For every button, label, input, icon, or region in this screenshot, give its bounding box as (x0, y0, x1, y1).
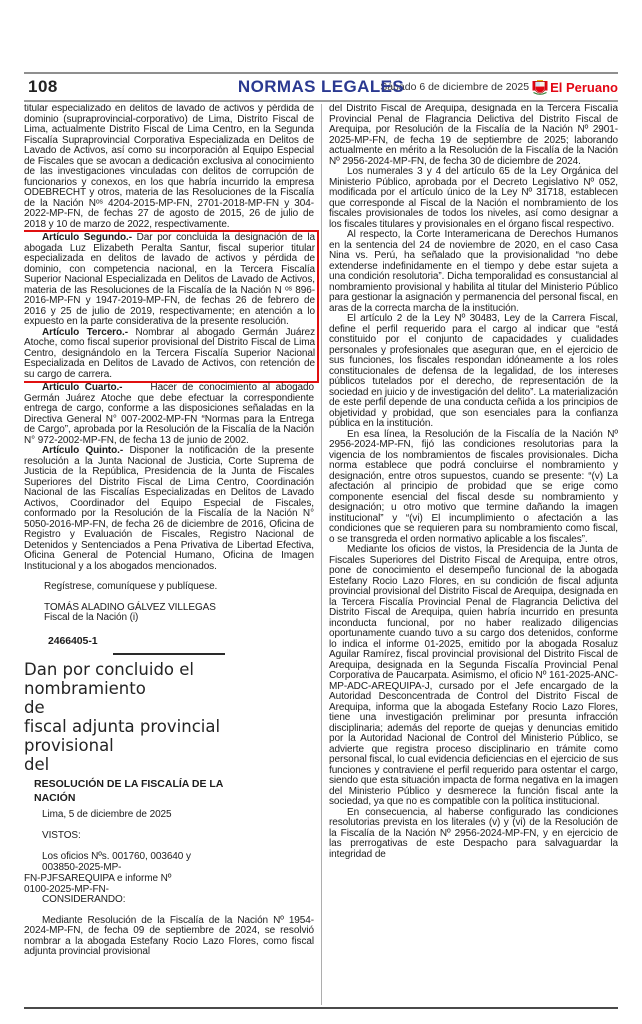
paragraph-intro-continuation: titular especializado en delitos de lavado de activos y pérdida de dominio (supraprovincial-corporativo) de Lima, Distrito Fiscal de Lima, actualmente Distrito Fiscal de Lima Centro, en la Segunda Fiscalía Supraprovincial Corporativa Especializada en Delitos de Lavado de Activos, así como su incorporación al Equipo Especial de Fiscales que se avocan a dedicación exclusiva al conocimiento de las investigaciones vinculadas con delitos de corrupción de funcionarios y conexos, en los que habría incurrido la empresa ODEBRECHT y otros, materia de las Resoluciones de la Fiscalía de la Nación Nᵒˢ 4204-2015-MP-FN, 2701-2018-MP-FN y 304-2022-MP-FN, de fechas 27 de agosto de 2015, 26 de julio de 2018 y 10 de marzo de 2022, respectivamente. (24, 104, 314, 230)
heading-line: de (24, 698, 45, 717)
article-quinto-label: Artículo Quinto.- (42, 445, 124, 456)
oficios-line: 003850-2025-MP- (42, 862, 122, 873)
page-header (24, 72, 618, 102)
section-title: NORMAS LEGALES (237, 77, 405, 96)
vistos-label: VISTOS: (42, 829, 81, 841)
highlight-annotation-box (24, 230, 319, 383)
paragraph-mediante: Mediante Resolución de la Fiscalía de la Nación Nº 1954-2024-MP-FN, de fecha 09 de septiembre de 2024, se resolvió nombrar a la abogada Estefany Rocio Lazo Flores, como fiscal adjunta provincial provisional (24, 914, 314, 957)
article-quinto-text: Disponer la notificación de la presente resolución a la Junta Nacional de Justicia, Corte Suprema de Justicia de la República, Presidencia de la Junta de Fiscales Superiores del Distrito Fiscal de Lima Centro, Coordinación Nacional de las Fiscalías Especializadas en Delitos de Lavado Activos, Coordinador del Equipo Especial de Fiscales, conformado por la Resolución de la Fiscalía de la Nación N° 5050-2016-MP-FN, de fecha 26 de diciembre de 2016, Oficina de Registro y Evaluación de Fiscales, Registro Nacional de Detenidos y Sentenciados a Pena Privativa de Libertad Efectiva, Oficina General de Potencial Humano, Oficina de Imagen Institucional y a los abogados mencionados. (24, 445, 314, 572)
next-section-heading (24, 660, 314, 774)
signature-title: Fiscal de la Nación (i) (44, 612, 139, 623)
page-number: 108 (28, 77, 58, 96)
resolution-heading: RESOLUCIÓN DE LA FISCALÍA DE LA NACIÓN (34, 778, 223, 804)
article-segundo (24, 233, 315, 328)
article-segundo-label: Artículo Segundo.- (42, 232, 132, 243)
article-tercero-text: Nombrar al abogado Germán Juárez Atoche, como fiscal superior provisional del Distrito Fiscal de Lima Centro, designándolo en la Tercera Fiscalía Superior Nacional Especializada en Delitos de Lavado de Activos, con retención de su cargo de carrera. (24, 326, 316, 380)
peru-coat-of-arms-icon (532, 80, 548, 95)
section-divider (113, 653, 225, 655)
publication-number: 2466405-1 (48, 634, 98, 647)
paragraph: En consecuencia, al haberse configurado las condiciones resolutorias prevista en los literales (v) y (vi) de la Resolución de la Fiscalía de la Nación Nº 2956-2024-MP-FN, y en ejercicio de las prerrogativas de este Despacho para salvaguardar la integridad de (329, 806, 618, 860)
brand-title: El Peruano (550, 79, 618, 95)
article-cuarto (24, 383, 314, 446)
heading-line: Dan por concluido el nombramiento (24, 660, 194, 698)
considerando-label: CONSIDERANDO: (42, 894, 126, 905)
paragraph: Los numerales 3 y 4 del artículo 65 de la Ley Orgánica del Ministerio Público, aprobada por el Decreto Legislativo Nº 052, modificada por el artículo único de la Ley Nº 31718, establecen que corresponde al Fiscal de la Nación el nombramiento de los fiscales provisionales de todos los niveles, así como designar a los fiscales titulares y provisionales en el órgano fiscal respectivo. (329, 166, 618, 230)
page-bottom-rule (24, 1007, 618, 1009)
page-content (24, 104, 618, 1005)
paragraph: del Distrito Fiscal de Arequipa, designada en la Tercera Fiscalía Provincial Penal de Flagrancia Delictiva del Distrito Fiscal de Arequipa, por Resolución de la Fiscalía de la Nación Nº 2901-2025-MP-FN, de fecha 19 de septiembre de 2025; laborando actualmente en mérito a la Resolución de la Fiscalía de la Nación Nº 2956-2024-MP-FN, de fecha 30 de diciembre de 2024. (329, 104, 618, 167)
oficios-line: 0100-2025-MP-FN- (24, 884, 109, 895)
left-column (24, 104, 321, 1005)
oficios-line: Los oficios Nºs. 001760, 003640 y (42, 851, 191, 862)
closing-formula: Regístrese, comuníquese y publíquese. (44, 581, 218, 592)
article-cuarto-label: Artículo Cuarto.- (42, 382, 123, 393)
heading-line: del (24, 755, 50, 774)
paragraph: Mediante los oficios de vistos, la Presidencia de la Junta de Fiscales Superiores del Distrito Fiscal de Arequipa, entre otros, pone de conocimiento el desempeño funcional de la abogada Estefany Rocio Lazo Flores, en su condición de fiscal adjunta provincial provisional del Distrito Fiscal de Arequipa, designada en la Tercera Fiscalía Provincial Penal de Flagrancia Delictiva del Distrito Fiscal de Arequipa, quien habría incurrido en presunta inconducta funcional, por no haber realizado diligencias oportunamente cuando tuvo a su cargo dos detenidos, conforme lo indica el informe 01-2025, emitido por la abogada Rosaluz Aguilar Ramírez, fiscal provincial provisional del Distrito Fiscal de Arequipa, designada en la Segunda Fiscalía Provincial Penal Corporativa de Paucarpata. Asimismo, el oficio Nº 161-2025-ANC-MP-ADC-AREQUIPA-J, cursado por el Jefe encargado de la Autoridad Desconcentrada de Control del Distrito Fiscal de Arequipa, informa que la abogada Estefany Rocio Lazo Flores, tiene una investigación preliminar por presunta infracción disciplinaria; además del reporte de quejas y denuncias emitido por la Autoridad Nacional de Control del Ministerio Público, se advierte que registra proceso disciplinario en trámite como personal fiscal, lo cual evidencia deficiencias en el ejercicio de sus funciones y contraviene el perfil requerido para ostentar el cargo, siendo que esta situación impacta de forma negativa en la imagen del Ministerio Público y desmerece la función fiscal ante la sociedad, ya que no es compatible con la política institucional. (329, 544, 618, 807)
article-tercero-label: Artículo Tercero.- (42, 326, 128, 338)
article-cuarto-text: Hacer de conocimiento al abogado Germán Juárez Atoche que debe efectuar la correspondiente entrega de cargo, conforme a las disposiciones señaladas en la Directiva General N° 007-2002-MP-FN “Normas para la Entrega de Cargo”, aprobada por la Resolución de la Fiscalía de la Nación N° 972-2002-MP-FN, de fecha 13 de junio de 2002. (24, 382, 314, 446)
paragraph: Al respecto, la Corte Interamericana de Derechos Humanos en la sentencia del 24 de noviembre de 2020, en el caso Casa Nina vs. Perú, ha señalado que la provisionalidad “no debe extenderse indefinidamente en el tiempo y debe estar sujeta a una condición resolutoria”. Dicha temporalidad es consustancial al nombramiento provisional y habilita al titular del Ministerio Público para gestionar la asignación y permanencia del personal fiscal, en aras de la correcta marcha de la institución. (329, 229, 618, 314)
issue-date: Sábado 6 de diciembre de 2025 (380, 81, 530, 93)
header-right-group (380, 80, 618, 95)
article-tercero (24, 328, 315, 381)
oficios-block (24, 851, 314, 895)
place-date: Lima, 5 de diciembre de 2025 (42, 809, 172, 820)
right-column (321, 104, 618, 1005)
article-quinto (24, 446, 314, 572)
article-segundo-text: Dar por concluida la designación de la abogada Luz Elizabeth Peralta Santur, fiscal superior titular especializada en delitos de lavado de activos y pérdida de dominio, con competencia nacional, en la Tercera Fiscalía Superior Nacional Especializada en Delitos de Lavado de Activos, materia de las Resoluciones de la Fiscalía de la Nación N ᵒˢ 896-2016-MP-FN y 1947-2019-MP-FN, de fechas 26 de febrero de 2016 y 25 de julio de 2019, respectivamente; en atención a lo expuesto en la parte considerativa de la presente resolución. (24, 232, 316, 327)
signature-name: TOMÁS ALADINO GÁLVEZ VILLEGAS (44, 601, 216, 613)
paragraph: En esa línea, la Resolución de la Fiscalía de la Nación Nº 2956-2024-MP-FN, fijó las condiciones resolutorias para la vigencia de los nombramientos de fiscales provisionales. Dicha norma establece que podrá concluirse el nombramiento y designación, entre otros supuestos, cuando se presente: “(v) La afectación al principio de probidad que se erige como componente esencial del fiscal desde su nombramiento y designación; u otro motivo que termine dañando la imagen institucional” y “(vi) El incumplimiento o afectación a las condiciones que se requieren para su nombramiento como fiscal, o se transgreda el orden normativo aplicable a los fiscales”. (329, 428, 618, 545)
oficios-line: FN-PJFSAREQUIPA e informe Nº (24, 873, 172, 884)
heading-line: fiscal adjunta provincial provisional (24, 717, 221, 755)
paragraph: El artículo 2 de la Ley Nº 30483, Ley de la Carrera Fiscal, define el perfil requerido para el cargo al indicar que “está constituido por el conjunto de capacidades y cualidades personales y profesionales que aseguran que, en el ejercicio de sus funciones, los fiscales respondan idóneamente a los roles constitucionales de defensa de la legalidad, de los intereses públicos tutelados por el derecho, de representación de la sociedad en juicio y de investigación del delito”. La materialización de este perfil depende de una conducta ceñida a los principios de objetividad y probidad, que son esenciales para la confianza pública en la institución. (329, 313, 618, 429)
